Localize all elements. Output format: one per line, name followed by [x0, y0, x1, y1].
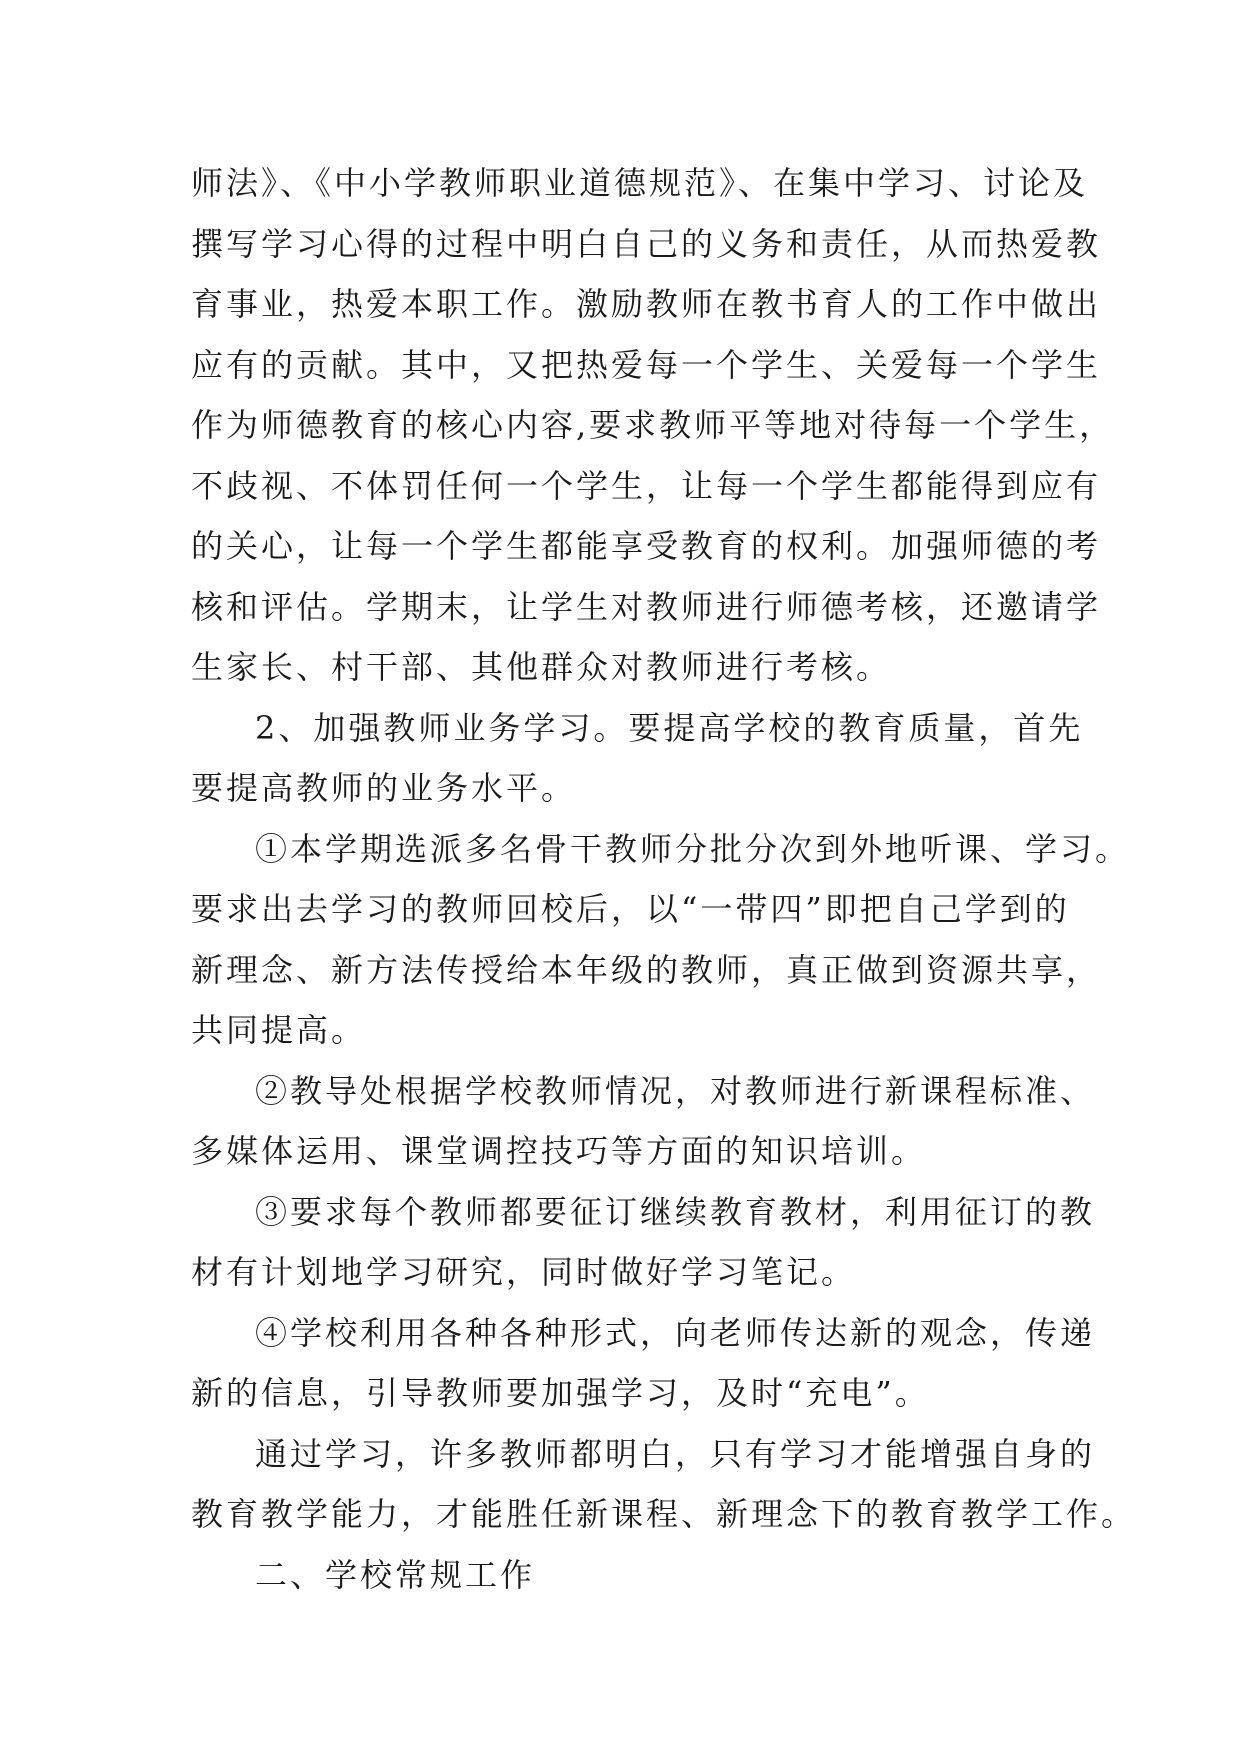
- text-line: 新理念、新方法传授给本年级的教师，真正做到资源共享，: [191, 950, 1102, 989]
- list-item-2-line: ②教导处根据学校教师情况，对教师进行新课程标准、: [255, 1071, 1096, 1110]
- text-line: 材有计划地学习研究，同时做好学习笔记。: [191, 1253, 857, 1291]
- text-line: 作为师德教育的核心内容,要求教师平等地对待每一个学生，: [191, 406, 1115, 444]
- text-line: 应有的贡献。其中，又把热爱每一个学生、关爱每一个学生: [191, 345, 1102, 384]
- text-line: 要求出去学习的教师回校后，以“一带四”即把自己学到的: [191, 890, 1070, 928]
- text-line: 新的信息，引导教师要加强学习，及时“充电”。: [191, 1374, 930, 1412]
- text-line: 教育教学能力，才能胜任新课程、新理念下的教育教学工作。: [191, 1495, 1137, 1533]
- document-body: [191, 153, 1137, 1605]
- text-line: 不歧视、不体罚任何一个学生，让每一个学生都能得到应有: [191, 466, 1102, 505]
- text-line: 撰写学习心得的过程中明白自己的义务和责任，从而热爱教: [191, 224, 1102, 263]
- list-item-3-line: ③要求每个教师都要征订继续教育教材，利用征订的教: [255, 1192, 1096, 1231]
- text-line: 多媒体运用、课堂调控技巧等方面的知识培训。: [191, 1132, 927, 1170]
- paragraph-start-line: 2、加强教师业务学习。要提高学校的教育质量，首先: [255, 708, 1084, 747]
- text-line: 要提高教师的业务水平。: [191, 769, 577, 807]
- text-line: 核和评估。学期末，让学生对教师进行师德考核，还邀请学: [191, 587, 1102, 626]
- section-heading: 二、学校常规工作: [255, 1555, 536, 1594]
- list-item-1-line: ①本学期选派多名骨干教师分批分次到外地听课、学习。: [255, 829, 1131, 868]
- text-line: 生家长、村干部、其他群众对教师进行考核。: [191, 648, 892, 686]
- text-line: 师法》、《中小学教师职业道德规范》、在集中学习、讨论及: [191, 164, 1089, 202]
- paragraph-start-line: 通过学习，许多教师都明白，只有学习才能增强自身的: [255, 1434, 1096, 1473]
- list-item-4-line: ④学校利用各种各种形式，向老师传达新的观念，传递: [255, 1313, 1096, 1352]
- text-line: 育事业，热爱本职工作。激励教师在教书育人的工作中做出: [191, 285, 1102, 323]
- text-line: 的关心，让每一个学生都能享受教育的权利。加强师德的考: [191, 527, 1102, 565]
- text-line: 共同提高。: [191, 1011, 367, 1049]
